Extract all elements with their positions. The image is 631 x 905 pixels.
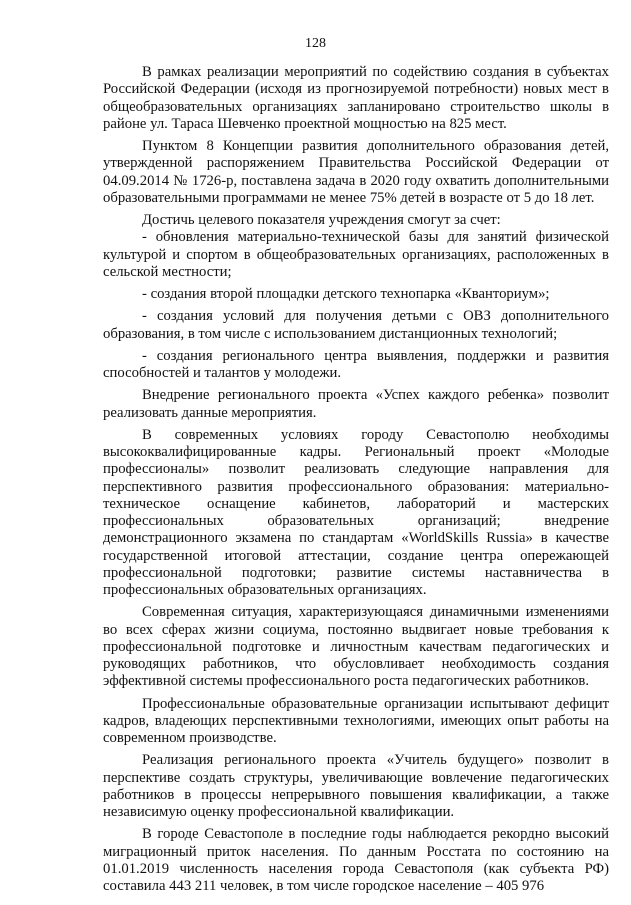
list-item-ovz: - создания условий для получения детьми с ОВЗ дополнительного образования, в том числе с использованием дистанционных технологий; bbox=[103, 308, 609, 342]
paragraph-migration: В городе Севастополе в последние годы наблюдается рекордно высокий миграционный приток населения. По данным Росстата по состоянию на 01.01.2019 численность населения города Севастополя (как субъекта РФ) составила 443 211 человек, в том числе городское население – 405 976 bbox=[103, 826, 609, 894]
page-number: 128 bbox=[305, 36, 326, 51]
paragraph-target-means: Достичь целевого показателя учреждения смогут за счет: bbox=[142, 212, 501, 228]
paragraph-teacher-of-future: Реализация регионального проекта «Учитель будущего» позволит в перспективе создать структуры, увеличивающие вовлечение педагогических работников в процессы непрерывного повышения квалификации, а также независимую оценку профессиональной квалификации. bbox=[103, 752, 609, 820]
paragraph-modern-situation: Современная ситуация, характеризующаяся динамичными изменениями во всех сферах жизни социума, постоянно выдвигает новые требования к профессиональной подготовке и личностным качествам педагогических и руководящих работников, что обусловливает необходимость создания эффективной системы профессионального роста педагогических работников. bbox=[103, 604, 609, 690]
list-item-sports-base: - обновления материально-технической базы для занятий физической культурой и спортом в общеобразовательных организациях, расположенных в сельской местности; bbox=[103, 229, 609, 280]
list-item-quantorium: - создания второй площадки детского технопарка «Кванториум»; bbox=[142, 286, 550, 302]
paragraph-school-construction: В рамках реализации мероприятий по содействию создания в субъектах Российской Федерации (исходя из прогнозируемой потребности) новых мест в общеобразовательных организациях запланировано строительство школы в районе ул. Тараса Шевченко проектной мощностью на 825 мест. bbox=[103, 64, 609, 132]
paragraph-success-project: Внедрение регионального проекта «Успех каждого ребенка» позволит реализовать данные мероприятия. bbox=[103, 387, 609, 421]
list-item-talent-center: - создания регионального центра выявления, поддержки и развития способностей и талантов у молодежи. bbox=[103, 347, 609, 381]
paragraph-staff-deficit: Профессиональные образовательные организации испытывают дефицит кадров, владеющих перспективными технологиями, имеющих опыт работы на современном производстве. bbox=[103, 695, 609, 746]
paragraph-young-professionals: В современных условиях городу Севастополю необходимы высококвалифицированные кадры. Региональный проект «Молодые профессионалы» позволит реализовать следующие направления для перспективного развития профессионального образования: материально-техническое оснащение кабинетов, лабораторий и мастерских профессиональных образовательных организаций; внедрение демонстрационного экзамена по стандартам «WorldSkills Russia» в качестве государственной итоговой аттестации, создание центра опережающей профессиональной подготовки; развитие системы наставничества в профессиональных образовательных организациях. bbox=[103, 426, 609, 598]
body-text bbox=[103, 64, 609, 895]
paragraph-concept-target: Пунктом 8 Концепции развития дополнительного образования детей, утвержденной распоряжением Правительства Российской Федерации от 04.09.2014 № 1726-р, поставлена задача в 2020 году охватить дополнительными образовательными программами не менее 75% детей в возрасте от 5 до 18 лет. bbox=[103, 138, 609, 206]
